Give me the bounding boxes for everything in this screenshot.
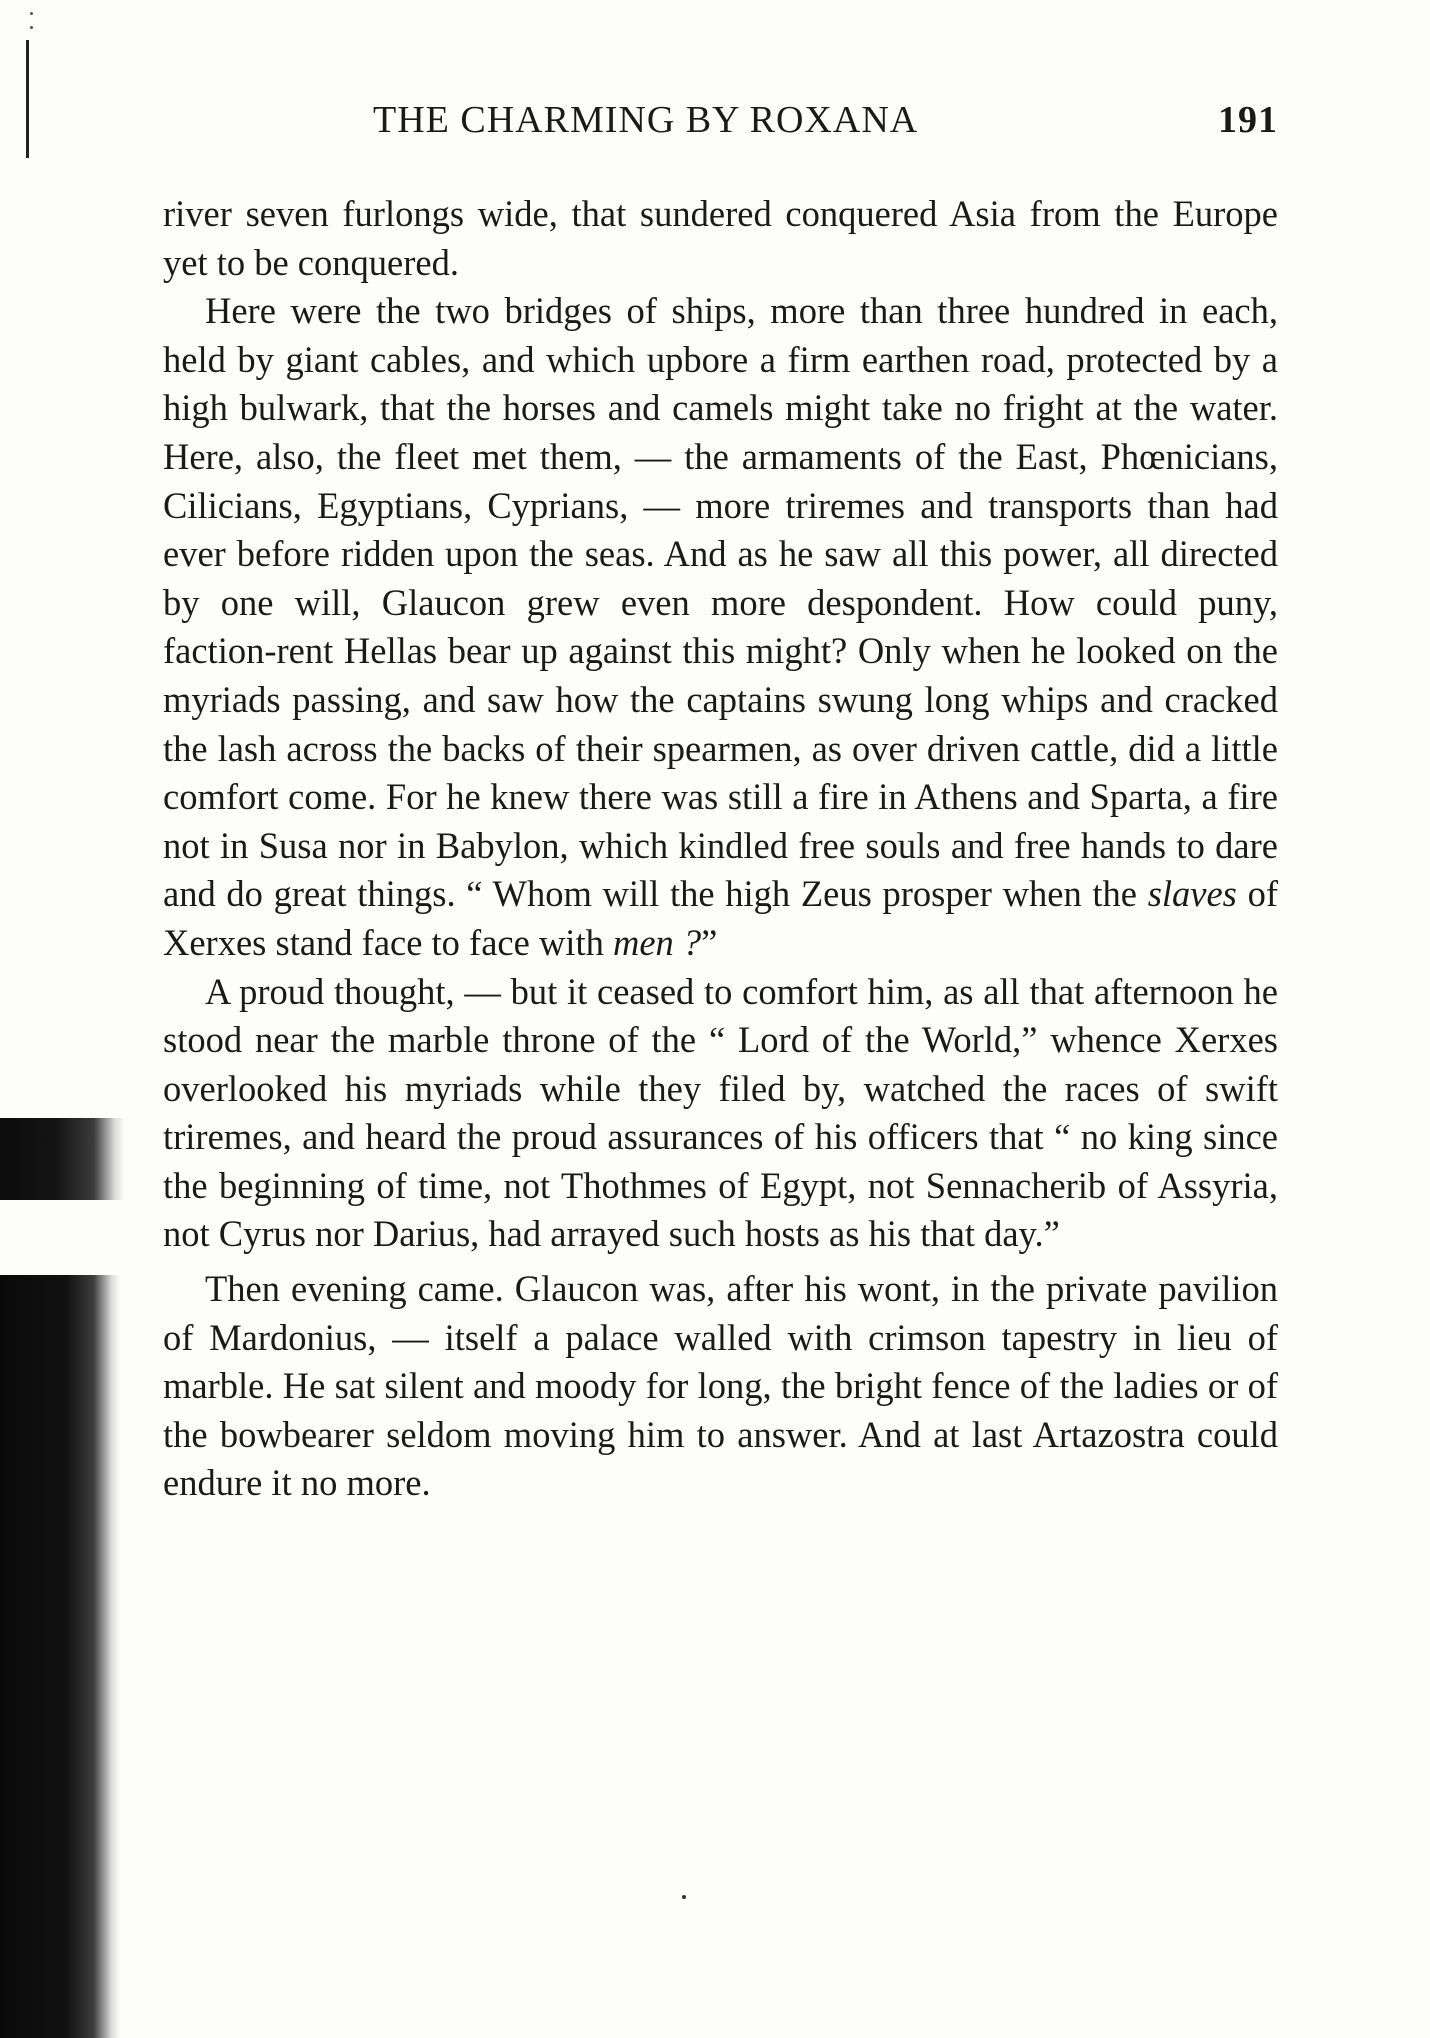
scan-speck (682, 1895, 686, 1899)
running-head (163, 98, 1278, 148)
page-number: 191 (1218, 99, 1278, 141)
paragraph (163, 1265, 1278, 1508)
scan-speck (30, 12, 33, 15)
scan-speck (30, 26, 33, 29)
binding-shadow (0, 1118, 125, 1200)
paragraph (163, 968, 1278, 1260)
italic-text: men ? (612, 921, 702, 963)
binding-shadow (0, 1275, 120, 2038)
paragraph-text: Here were the two bridges of ships, more than three hundred in each, held by giant cables, and which upbore a firm earthen road, protected by a high bulwark, that the horses and camels might take no fright at the water. Here, also, the fleet met them, — the armaments of the East, Phœnicians, Cilicians, Egyptians, Cyprians, — more triremes and transports than had ever before ridden upon the seas. And as he saw all this power, all directed by one will, Glaucon grew even more despondent. How could puny, faction-rent Hellas bear up against this might? Only when he looked on the myriads passing, and saw how the captains swung long whips and cracked the lash across the backs of their spearmen, as over driven cattle, did a little comfort come. For he knew there was still a fire in Athens and Sparta, a fire not in Susa nor in Babylon, which kindled free souls and free hands to dare and do great things. “ Whom will the high Zeus prosper when the (163, 290, 1278, 915)
paragraph (163, 190, 1278, 287)
body-text (163, 190, 1278, 1508)
paragraph-text: of Xerxes stand face to face with (163, 873, 1278, 963)
paragraph-text: A proud thought, — but it ceased to comfort him, as all that afternoon he stood near the marble throne of the “ Lord of the World,” whence Xerxes overlooked his myriads while they filed by, watched the races of swift triremes, and heard the proud assurances of his officers that “ no king since the beginning of time, not Thothmes of Egypt, not Sennacherib of Assyria, not Cyrus nor Darius, had arrayed such hosts as his that day.” (163, 970, 1278, 1255)
italic-text: slaves (1147, 873, 1237, 915)
paragraph-text: river seven furlongs wide, that sundered conquered Asia from the Europe yet to be conquered. (163, 193, 1278, 283)
paragraph-text: ” (701, 921, 718, 963)
scan-edge-mark (26, 40, 29, 158)
paragraph-text: Then evening came. Glaucon was, after his wont, in the private pavilion of Mardonius, — itself a palace walled with crimson tapestry in lieu of marble. He sat silent and moody for long, the bright fence of the ladies or of the bowbearer seldom moving him to answer. And at last Artazostra could endure it no more. (163, 1268, 1278, 1504)
running-title: THE CHARMING BY ROXANA (373, 99, 919, 141)
paragraph (163, 287, 1278, 967)
